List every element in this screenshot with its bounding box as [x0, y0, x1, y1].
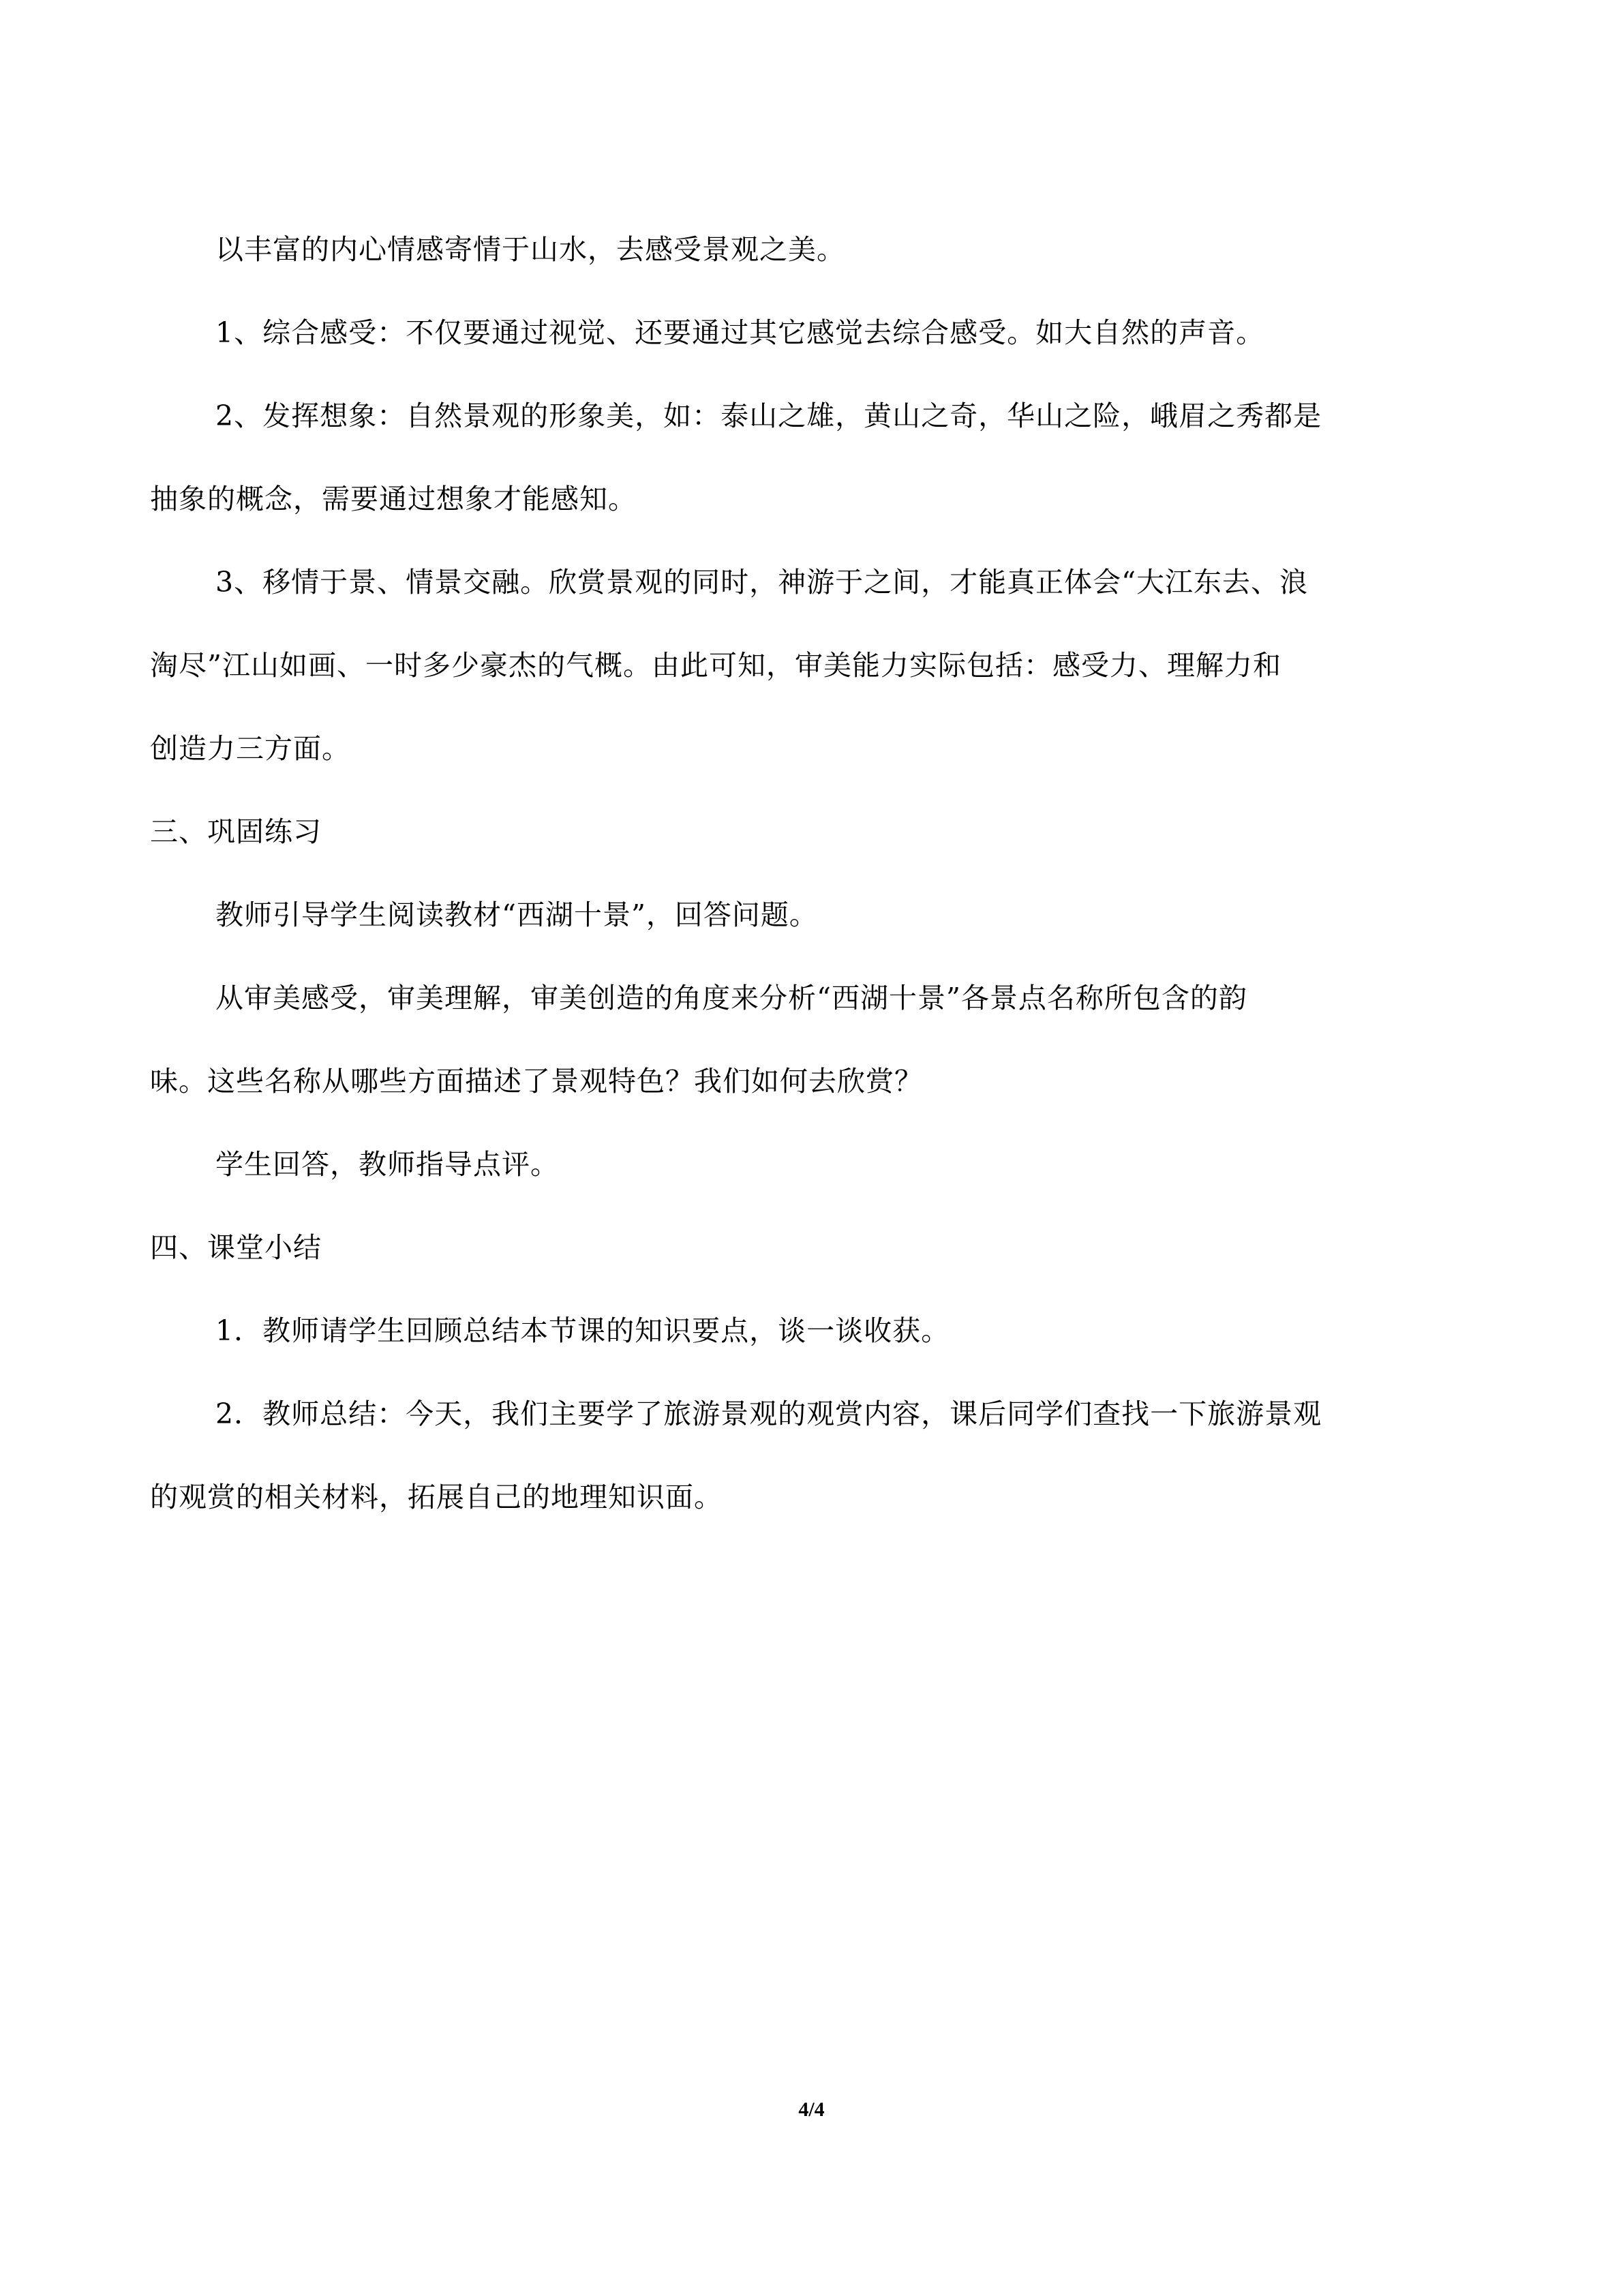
paragraph-item-2-line-2: 抽象的概念，需要通过想象才能感知。: [150, 483, 637, 515]
section-heading-practice: 三、巩固练习: [150, 815, 322, 848]
paragraph-item-2-line-1: 2、发挥想象：自然景观的形象美，如：泰山之雄，黄山之奇，华山之险，峨眉之秀都是: [215, 399, 1322, 432]
paragraph-summary-2-line-2: 的观赏的相关材料，拓展自己的地理知识面。: [150, 1481, 723, 1513]
paragraph-summary-2-line-1: 2．教师总结：今天，我们主要学了旅游景观的观赏内容，课后同学们查找一下旅游景观: [215, 1398, 1322, 1430]
paragraph-practice-intro: 教师引导学生阅读教材“西湖十景”，回答问题。: [215, 898, 818, 931]
paragraph-intro: 以丰富的内心情感寄情于山水，去感受景观之美。: [215, 233, 845, 266]
document-body: [150, 208, 1486, 1539]
section-heading-summary: 四、课堂小结: [150, 1231, 322, 1264]
paragraph-item-1: 1、综合感受：不仅要通过视觉、还要通过其它感觉去综合感受。如大自然的声音。: [215, 316, 1265, 349]
paragraph-item-3-line-2: 淘尽”江山如画、一时多少豪杰的气概。由此可知，审美能力实际包括：感受力、理解力和: [150, 649, 1281, 682]
paragraph-practice-answer: 学生回答，教师指导点评。: [215, 1148, 559, 1181]
paragraph-item-3-line-3: 创造力三方面。: [150, 732, 350, 765]
paragraph-practice-question-line-1: 从审美感受，审美理解，审美创造的角度来分析“西湖十景”各景点名称所包含的韵: [215, 982, 1247, 1014]
page-number: 4/4: [798, 2098, 825, 2121]
paragraph-practice-question-line-2: 味。这些名称从哪些方面描述了景观特色？我们如何去欣赏？: [150, 1065, 923, 1098]
paragraph-item-3-line-1: 3、移情于景、情景交融。欣赏景观的同时，神游于之间，才能真正体会“大江东去、浪: [215, 566, 1309, 599]
paragraph-summary-1: 1．教师请学生回顾总结本节课的知识要点，谈一谈收获。: [215, 1314, 950, 1347]
